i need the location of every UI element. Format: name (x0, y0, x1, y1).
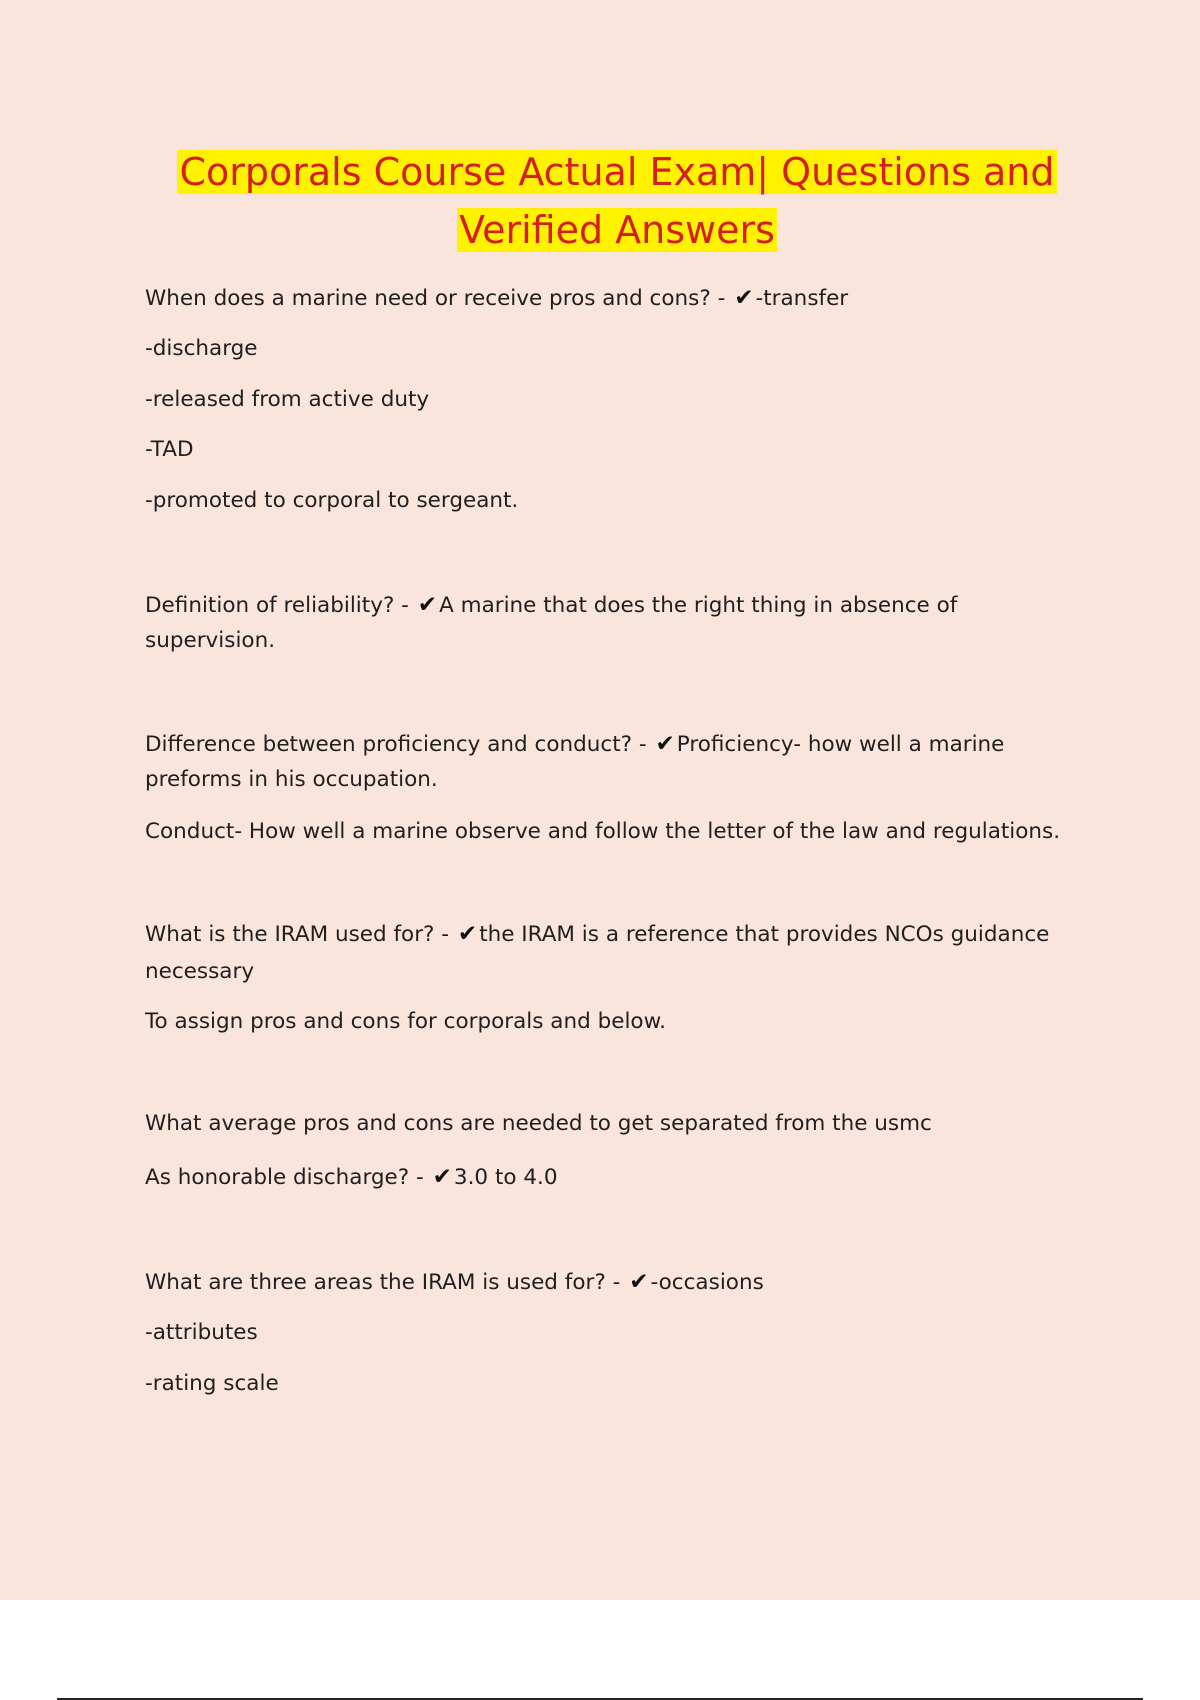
qa-5-question-pre: What average pros and cons are needed to get separated from the usmc (145, 1111, 932, 1136)
check-icon: ✔ (734, 285, 754, 311)
qa-1-question-line (145, 281, 848, 316)
document-title (0, 143, 1200, 259)
qa-1-line-4: -promoted to corporal to sergeant. (145, 488, 519, 513)
qa-2-question: Definition of reliability? - (145, 593, 409, 618)
qa-5-question: As honorable discharge? - (145, 1165, 424, 1190)
qa-1-answer: -transfer (755, 286, 849, 311)
check-icon: ✔ (457, 921, 478, 947)
qa-1-line-2: -released from active duty (145, 387, 430, 412)
qa-4-answer: the IRAM is a reference that provides NCOs guidance (479, 922, 1050, 947)
qa-6-line-2: -rating scale (145, 1371, 279, 1396)
qa-3-question-line (145, 727, 1004, 762)
qa-6-question-line (145, 1265, 764, 1300)
qa-6-answer: -occasions (650, 1270, 764, 1295)
title-line-2: Verified Answers (459, 208, 775, 252)
qa-6-question: What are three areas the IRAM is used for? - (145, 1270, 621, 1295)
check-icon: ✔ (629, 1269, 649, 1295)
check-icon: ✔ (655, 731, 675, 757)
qa-4-question: What is the IRAM used for? - (145, 922, 450, 947)
qa-1-line-3: -TAD (145, 437, 194, 462)
qa-4-question-line (145, 917, 1049, 952)
qa-4-line-1: necessary (145, 959, 255, 984)
qa-3-answer: Proficiency- how well a marine (676, 732, 1005, 757)
qa-3-line-1: preforms in his occupation. (145, 767, 438, 792)
check-icon: ✔ (432, 1164, 452, 1190)
qa-1-line-1: -discharge (145, 336, 258, 361)
qa-3-question: Difference between proficiency and conduct? - (145, 732, 647, 757)
check-icon: ✔ (417, 592, 438, 618)
qa-1-question: When does a marine need or receive pros and cons? - (145, 286, 726, 311)
qa-4-line-2: To assign pros and cons for corporals and below. (145, 1009, 667, 1034)
title-line-1: Corporals Course Actual Exam| Questions and (179, 150, 1055, 194)
qa-5-answer: 3.0 to 4.0 (453, 1165, 558, 1190)
qa-5-question-line (145, 1160, 558, 1195)
qa-3-line-2: Conduct- How well a marine observe and follow the letter of the law and regulations. (145, 819, 1061, 844)
qa-2-answer: A marine that does the right thing in absence of (439, 593, 958, 618)
qa-2-line-1: supervision. (145, 628, 276, 653)
qa-6-line-1: -attributes (145, 1320, 258, 1345)
qa-2-question-line (145, 588, 957, 623)
